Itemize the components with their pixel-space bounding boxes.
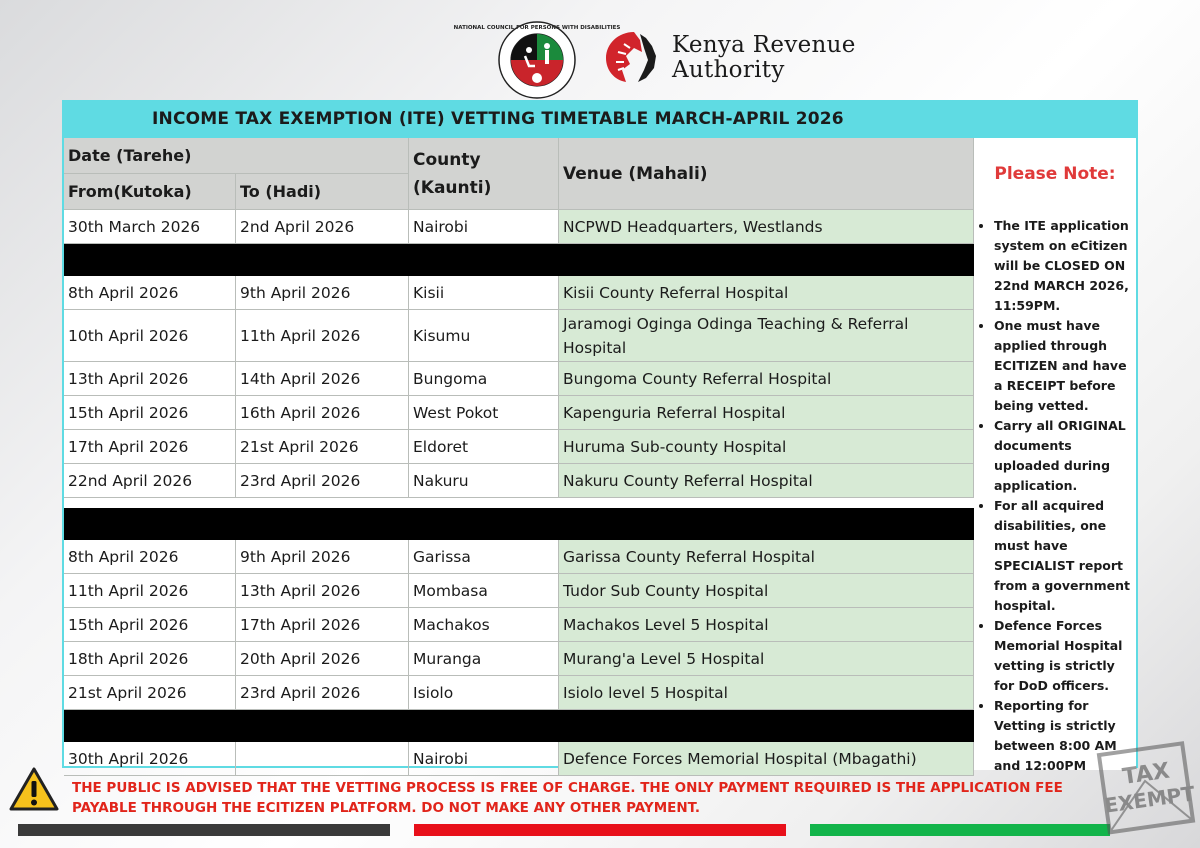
note-item: • Carry all ORIGINAL documents uploaded during application. bbox=[994, 416, 1136, 496]
kra-name-line1: Kenya Revenue bbox=[672, 32, 856, 58]
row-5-venue: Huruma Sub-county Hospital bbox=[559, 430, 974, 464]
row-9-venue: Machakos Level 5 Hospital bbox=[559, 608, 974, 642]
row-4-to: 16th April 2026 bbox=[236, 396, 409, 430]
row-10-from: 18th April 2026 bbox=[64, 642, 236, 676]
row-8-to: 13th April 2026 bbox=[236, 574, 409, 608]
row-11-county: Isiolo bbox=[409, 676, 559, 710]
row-2-to: 11th April 2026 bbox=[236, 310, 409, 362]
row-8-county: Mombasa bbox=[409, 574, 559, 608]
section-divider bbox=[64, 508, 974, 540]
row-9-county: Machakos bbox=[409, 608, 559, 642]
row-0-from: 30th March 2026 bbox=[64, 210, 236, 244]
row-3-venue: Bungoma County Referral Hospital bbox=[559, 362, 974, 396]
page-title: INCOME TAX EXEMPTION (ITE) VETTING TIMETABLE MARCH-APRIL 2026 bbox=[152, 109, 844, 129]
note-item: • For all acquired disabilities, one must have SPECIALIST report from a government hospital. bbox=[994, 496, 1136, 616]
title-bar bbox=[64, 102, 1136, 138]
row-12-to bbox=[236, 742, 409, 776]
row-7-from: 8th April 2026 bbox=[64, 540, 236, 574]
header-date: Date (Tarehe) bbox=[64, 138, 409, 174]
row-4-county: West Pokot bbox=[409, 396, 559, 430]
note-heading: Please Note: bbox=[974, 138, 1136, 211]
row-5-to: 21st April 2026 bbox=[236, 430, 409, 464]
note-item: • Defence Forces Memorial Hospital vetting is strictly for DoD officers. bbox=[994, 616, 1136, 696]
row-0-venue: NCPWD Headquarters, Westlands bbox=[559, 210, 974, 244]
notes-panel bbox=[974, 210, 1136, 773]
ncpwd-logo bbox=[453, 20, 621, 100]
row-4-from: 15th April 2026 bbox=[64, 396, 236, 430]
row-12-venue: Defence Forces Memorial Hospital (Mbagathi) bbox=[559, 742, 974, 776]
row-2-from: 10th April 2026 bbox=[64, 310, 236, 362]
row-2-county: Kisumu bbox=[409, 310, 559, 362]
row-12-county: Nairobi bbox=[409, 742, 559, 776]
row-5-from: 17th April 2026 bbox=[64, 430, 236, 464]
row-7-venue: Garissa County Referral Hospital bbox=[559, 540, 974, 574]
row-9-to: 17th April 2026 bbox=[236, 608, 409, 642]
row-9-from: 15th April 2026 bbox=[64, 608, 236, 642]
row-6-county: Nakuru bbox=[409, 464, 559, 498]
row-1-from: 8th April 2026 bbox=[64, 276, 236, 310]
notes-list bbox=[982, 216, 1136, 776]
row-10-venue: Murang'a Level 5 Hospital bbox=[559, 642, 974, 676]
kra-wordmark bbox=[672, 32, 872, 82]
header-county-line2: (Kaunti) bbox=[413, 177, 492, 198]
flag-stripe-green bbox=[810, 824, 1110, 836]
row-1-county: Kisii bbox=[409, 276, 559, 310]
row-8-venue: Tudor Sub County Hospital bbox=[559, 574, 974, 608]
row-10-to: 20th April 2026 bbox=[236, 642, 409, 676]
row-3-from: 13th April 2026 bbox=[64, 362, 236, 396]
header-to: To (Hadi) bbox=[236, 174, 409, 210]
row-2-venue: Jaramogi Oginga Odinga Teaching & Referral Hospital bbox=[559, 310, 974, 362]
row-3-county: Bungoma bbox=[409, 362, 559, 396]
row-7-county: Garissa bbox=[409, 540, 559, 574]
note-item: • One must have applied through ECITIZEN and have a RECEIPT before being vetted. bbox=[994, 316, 1136, 416]
section-divider bbox=[64, 244, 974, 276]
section-divider bbox=[64, 710, 974, 742]
row-0-to: 2nd April 2026 bbox=[236, 210, 409, 244]
header-county bbox=[409, 138, 559, 210]
row-6-to: 23rd April 2026 bbox=[236, 464, 409, 498]
note-item: • Reporting for Vetting is strictly between 8:00 AM and 12:00PM bbox=[994, 696, 1136, 776]
row-6-from: 22nd April 2026 bbox=[64, 464, 236, 498]
row-11-to: 23rd April 2026 bbox=[236, 676, 409, 710]
kra-lion-icon bbox=[600, 26, 664, 84]
row-1-to: 9th April 2026 bbox=[236, 276, 409, 310]
header-venue: Venue (Mahali) bbox=[559, 138, 974, 210]
stamp-line2: EXEMPT bbox=[1102, 781, 1197, 818]
tax-exempt-stamp bbox=[1092, 735, 1198, 841]
row-0-county: Nairobi bbox=[409, 210, 559, 244]
header-county-line1: County bbox=[413, 149, 481, 170]
row-5-county: Eldoret bbox=[409, 430, 559, 464]
timetable bbox=[62, 100, 1138, 773]
row-11-venue: Isiolo level 5 Hospital bbox=[559, 676, 974, 710]
note-item: • The ITE application system on eCitizen will be CLOSED ON 22nd MARCH 2026, 11:59PM. bbox=[994, 216, 1136, 316]
row-3-to: 14th April 2026 bbox=[236, 362, 409, 396]
flag-stripe-black bbox=[18, 824, 390, 836]
row-7-to: 9th April 2026 bbox=[236, 540, 409, 574]
row-11-from: 21st April 2026 bbox=[64, 676, 236, 710]
free-of-charge-warning: THE PUBLIC IS ADVISED THAT THE VETTING PROCESS IS FREE OF CHARGE. THE ONLY PAYMENT REQUIRED IS THE APPLICATION FEE PAYABLE THROUGH THE ECITIZEN PLATFORM. DO NOT MAKE ANY OTHER PAYMENT. bbox=[72, 780, 1063, 816]
ncpwd-ring-text: NATIONAL COUNCIL FOR PERSONS WITH DISABILITIES bbox=[453, 25, 621, 31]
header-from: From(Kutoka) bbox=[64, 174, 236, 210]
row-1-venue: Kisii County Referral Hospital bbox=[559, 276, 974, 310]
kra-name-line2: Authority bbox=[672, 57, 785, 83]
row-4-venue: Kapenguria Referral Hospital bbox=[559, 396, 974, 430]
row-10-county: Muranga bbox=[409, 642, 559, 676]
row-8-from: 11th April 2026 bbox=[64, 574, 236, 608]
stamp-line1: TAX bbox=[1120, 758, 1172, 790]
warning-icon bbox=[8, 766, 60, 812]
flag-stripe-red bbox=[414, 824, 786, 836]
row-12-from: 30th April 2026 bbox=[64, 742, 236, 776]
row-6-venue: Nakuru County Referral Hospital bbox=[559, 464, 974, 498]
